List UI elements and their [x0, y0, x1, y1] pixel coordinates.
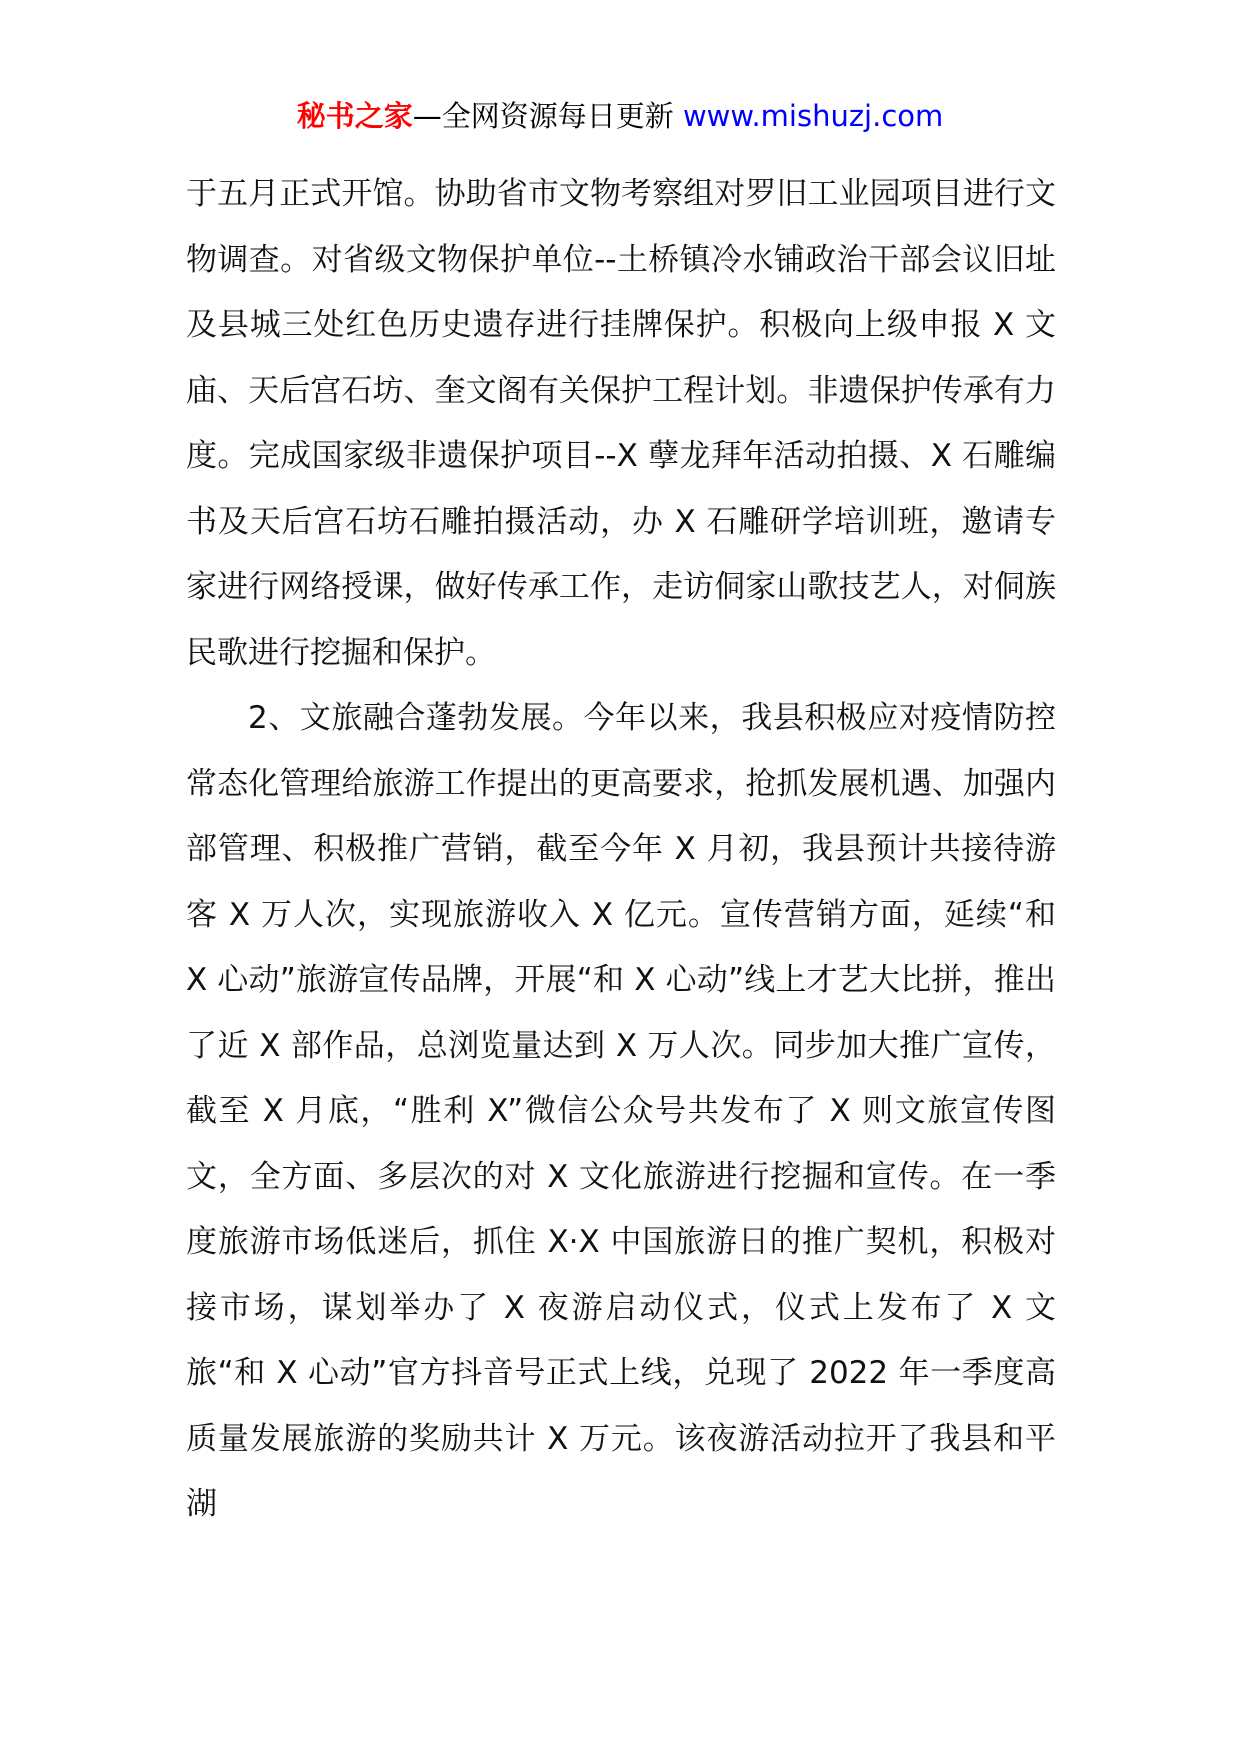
site-url-link[interactable]: www.mishuzj.com [682, 99, 944, 133]
document-body [186, 162, 1056, 1538]
header-tagline: —全网资源每日更新 [412, 99, 674, 133]
brand-name: 秘书之家 [296, 99, 413, 133]
paragraph-culture-tourism: 2、文旅融合蓬勃发展。今年以来，我县积极应对疫情防控常态化管理给旅游工作提出的更高要求，抢抓发展机遇、加强内部管理、积极推广营销，截至今年 X 月初，我县预计共接待游客 X 万人次，实现旅游收入 X 亿元。宣传营销方面，延续“和 X 心动”旅游宣传品牌，开展“和 X 心动”线上才艺大比拼，推出了近 X 部作品，总浏览量达到 X 万人次。同步加大推广宣传，截至 X 月底，“胜利 X”微信公众号共发布了 X 则文旅宣传图文，全方面、多层次的对 X 文化旅游进行挖掘和宣传。在一季度旅游市场低迷后，抓住 X·X 中国旅游日的推广契机，积极对接市场，谋划举办了 X 夜游启动仪式，仪式上发布了 X 文旅“和 X 心动”官方抖音号正式上线，兑现了 2022 年一季度高质量发展旅游的奖励共计 X 万元。该夜游活动拉开了我县和平湖 [186, 700, 1056, 1522]
site-header [0, 96, 1240, 136]
paragraph-heritage-protection: 于五月正式开馆。协助省市文物考察组对罗旧工业园项目进行文物调查。对省级文物保护单位--土桥镇冷水铺政治干部会议旧址及县城三处红色历史遗存进行挂牌保护。积极向上级申报 X 文庙、天后宫石坊、奎文阁有关保护工程计划。非遗保护传承有力度。完成国家级非遗保护项目--X 孽龙拜年活动拍摄、X 石雕编书及天后宫石坊石雕拍摄活动，办 X 石雕研学培训班，邀请专家进行网络授课，做好传承工作，走访侗家山歌技艺人，对侗族民歌进行挖掘和保护。 [186, 176, 1056, 671]
